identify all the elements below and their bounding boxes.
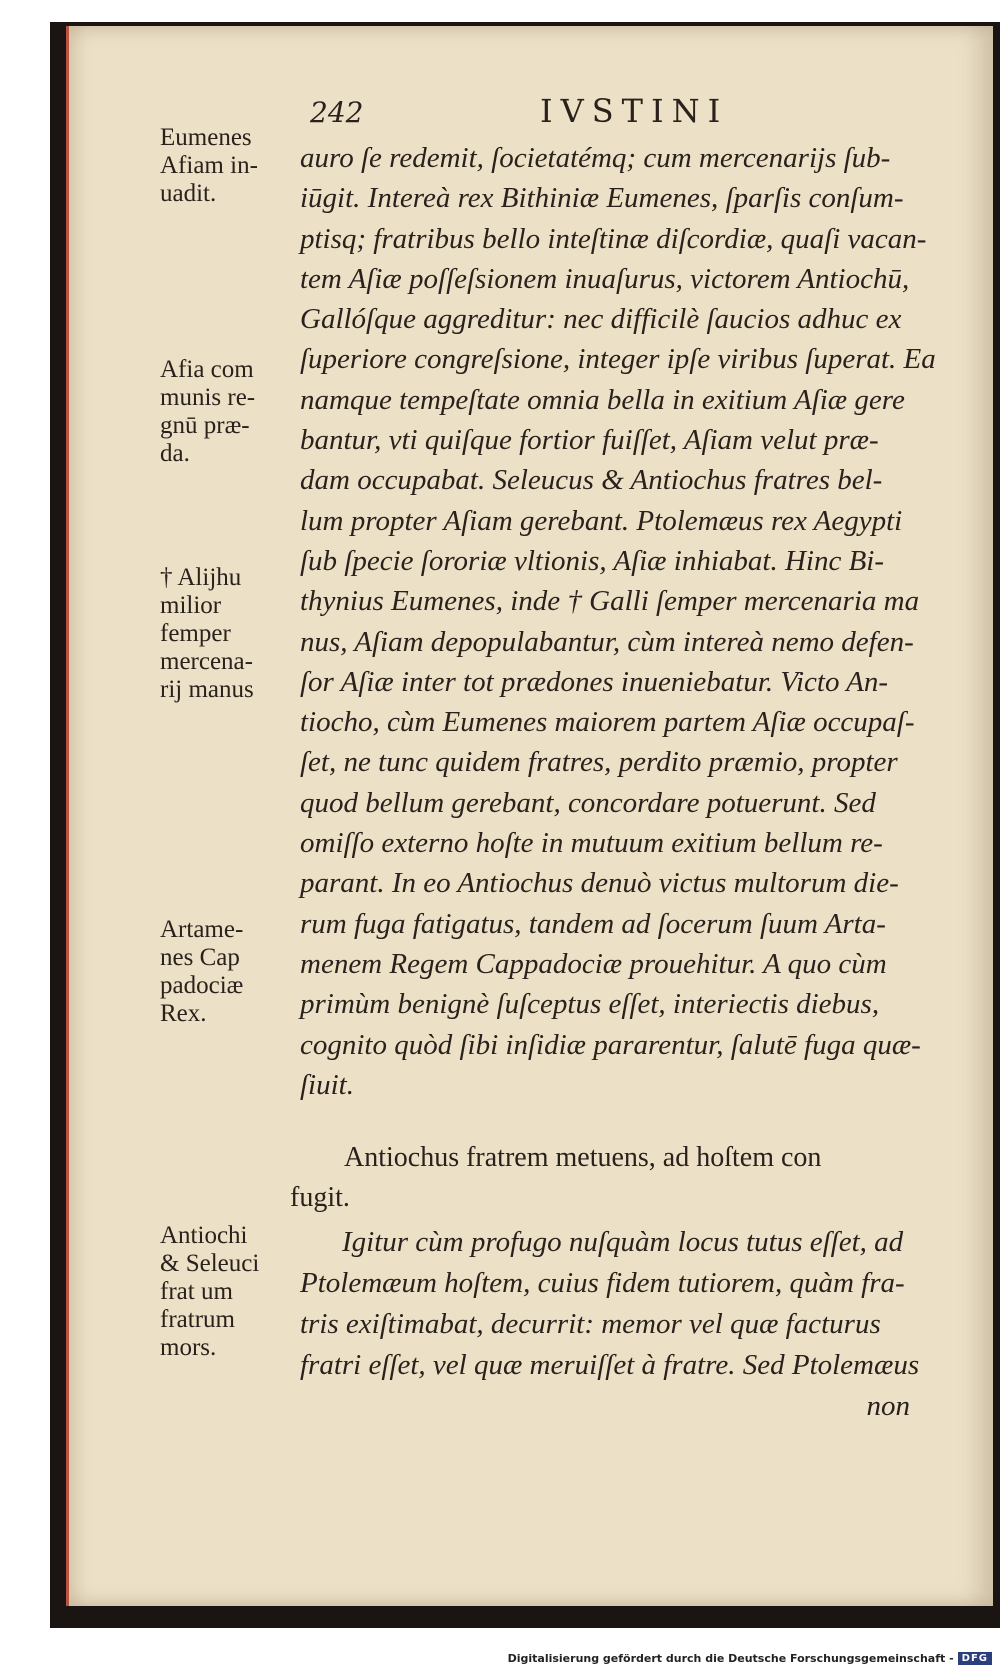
text-line: dam occupabat. Seleucus & Antiochus fratres bel- — [300, 464, 883, 497]
marginal-line: Eumenes — [160, 124, 252, 151]
marginal-line: femper — [160, 620, 231, 647]
marginal-line: nes Cap — [160, 944, 240, 971]
text-line: Gallóſque aggreditur: nec difficilè ſaucios adhuc ex — [300, 303, 902, 336]
text-line: ſub ſpecie ſororiæ vltionis, Aſiæ inhiabat. Hinc Bi- — [300, 544, 884, 577]
text-line: menem Regem Cappadociæ prouehitur. A quo cùm — [300, 947, 887, 980]
marginal-line: rij manus — [160, 676, 254, 703]
text-line: nus, Aſiam depopulabantur, cùm intereà nemo defen- — [300, 625, 914, 658]
text-line: parant. In eo Antiochus denuò victus multorum die- — [300, 867, 899, 900]
marginal-line: † Alijhu — [160, 564, 242, 591]
text-line: ſor Aſiæ inter tot prædones inueniebatur. Victo An- — [300, 665, 889, 698]
marginal-line: uadit. — [160, 180, 217, 207]
marginal-note-galli — [160, 564, 300, 704]
main-paragraph-2 — [300, 1222, 980, 1427]
marginal-note-mors — [160, 1222, 300, 1362]
marginal-line: Antiochi — [160, 1222, 248, 1249]
text-line: ſiuit. — [300, 1068, 354, 1101]
text-line: omiſſo externo hoſte in mutuum exitium bellum re- — [300, 827, 883, 860]
text-line: thynius Eumenes, inde † Galli ſemper mercenaria ma — [300, 585, 920, 618]
marginal-line: da. — [160, 440, 190, 467]
page-header — [310, 92, 870, 132]
text-line: iūgit. Intereà rex Bithiniæ Eumenes, ſparſis conſum- — [300, 182, 904, 215]
marginal-note-asia — [160, 356, 300, 468]
page-number: 242 — [310, 96, 364, 129]
text-line: fratri eſſet, vel quæ meruiſſet à fratre. Sed Ptolemæus — [300, 1349, 920, 1381]
text-line: tris exiſtimabat, decurrit: memor vel quæ facturus — [300, 1308, 881, 1340]
text-line: tem Aſiæ poſſeſsionem inuaſurus, victorem Antiochū, — [300, 262, 910, 295]
marginal-line: padociæ — [160, 972, 244, 999]
marginal-line: Afia com — [160, 356, 254, 383]
text-line: namque tempeſtate omnia bella in exitium Aſiæ gere — [300, 383, 905, 416]
text-line: tiocho, cùm Eumenes maiorem partem Aſiæ occupaſ- — [300, 706, 915, 739]
credit-text: Digitalisierung gefördert durch die Deutsche Forschungsgemeinschaft - — [507, 1651, 954, 1665]
text-line: bantur, vti quiſque fortior fuiſſet, Aſiam velut præ- — [300, 424, 879, 457]
text-line: primùm benignè ſuſceptus eſſet, interiectis diebus, — [300, 988, 880, 1021]
text-line: cognito quòd ſibi inſidiæ pararentur, ſalutē fuga quæ- — [300, 1028, 921, 1061]
summary-line: fugit. — [290, 1182, 350, 1213]
text-line: ſet, ne tunc quidem fratres, perdito præmio, propter — [300, 746, 898, 779]
summary-line: Antiochus fratrem metuens, ad hoſtem con — [344, 1142, 822, 1173]
marginal-line: Artame- — [160, 916, 244, 943]
text-line: rum fuga fatigatus, tandem ad ſocerum ſuum Arta- — [300, 907, 886, 940]
running-title: IVSTINI — [540, 92, 729, 130]
text-line: auro ſe redemit, ſocietatémq; cum mercenarijs ſub- — [300, 142, 891, 174]
text-line: ſuperiore congreſsione, integer ipſe viribus ſuperat. Ea — [300, 343, 936, 376]
marginal-line: frat um — [160, 1278, 233, 1305]
dfg-logo-icon: DFG — [958, 1652, 992, 1665]
marginal-line: munis re- — [160, 384, 256, 411]
digitization-credit — [508, 1649, 992, 1667]
marginal-note-artamenes — [160, 916, 300, 1028]
text-line: Ptolemæum hoſtem, cuius fidem tutiorem, quàm fra- — [300, 1267, 905, 1299]
main-paragraph-1 — [300, 138, 980, 1105]
marginal-line: Afiam in- — [160, 152, 258, 179]
text-line: lum propter Aſiam gerebant. Ptolemæus rex Aegypti — [300, 504, 903, 537]
marginal-line: & Seleuci — [160, 1250, 260, 1277]
marginal-line: mors. — [160, 1334, 217, 1361]
marginal-line: Rex. — [160, 1000, 207, 1027]
text-line: ptisq; fratribus bello inteſtinæ diſcordiæ, quaſi vacan- — [300, 222, 927, 255]
section-summary — [290, 1138, 970, 1218]
marginal-note-eumenes — [160, 124, 300, 208]
marginal-line: milior — [160, 592, 222, 619]
marginal-line: fratrum — [160, 1306, 235, 1333]
marginal-line: mercena- — [160, 648, 253, 675]
catchword: non — [866, 1390, 910, 1422]
text-line: quod bellum gerebant, concordare potuerunt. Sed — [300, 786, 876, 819]
text-line: Igitur cùm profugo nuſquàm locus tutus eſſet, ad — [342, 1226, 904, 1258]
marginal-line: gnū præ- — [160, 412, 250, 439]
